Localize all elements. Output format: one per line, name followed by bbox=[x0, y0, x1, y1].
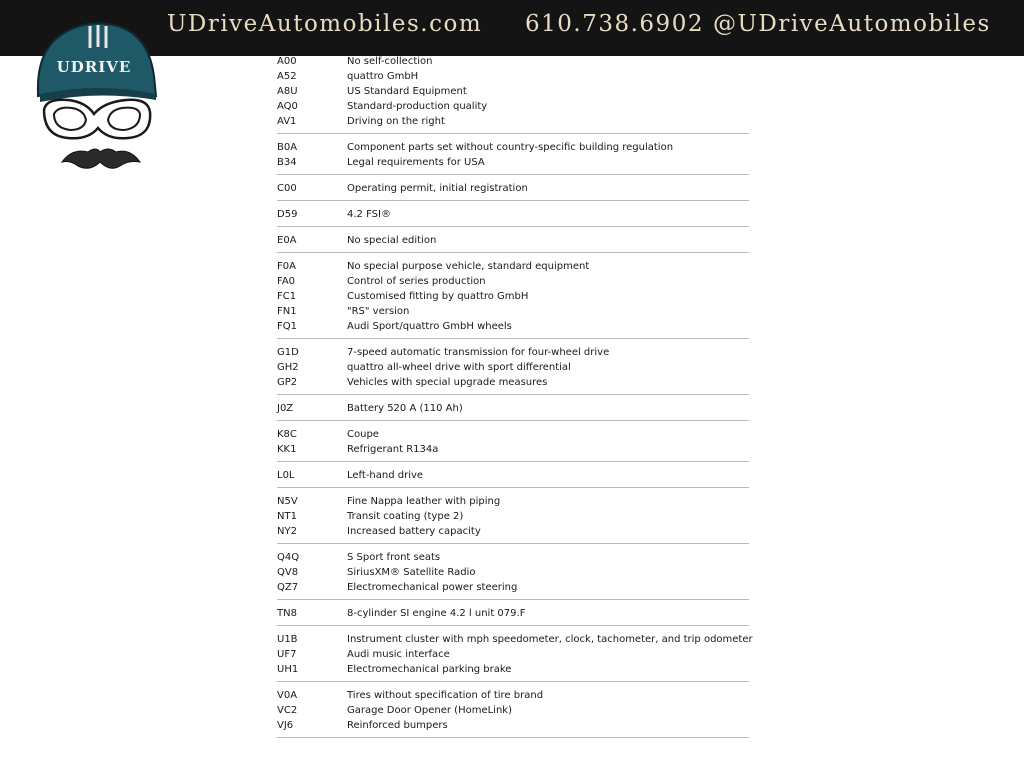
option-code: FQ1 bbox=[277, 321, 297, 332]
option-group bbox=[277, 494, 749, 544]
option-description: Legal requirements for USA bbox=[347, 157, 485, 168]
option-description: Increased battery capacity bbox=[347, 526, 481, 537]
option-code: A00 bbox=[277, 56, 297, 67]
option-row bbox=[277, 524, 749, 539]
option-group bbox=[277, 181, 749, 201]
option-description: quattro GmbH bbox=[347, 71, 419, 82]
option-code: V0A bbox=[277, 690, 298, 701]
option-code: B34 bbox=[277, 157, 297, 168]
option-code: C00 bbox=[277, 183, 297, 194]
option-code: A8U bbox=[277, 86, 298, 97]
option-description: SiriusXM® Satellite Radio bbox=[347, 567, 476, 578]
option-code: AQ0 bbox=[277, 101, 298, 112]
option-description: No special edition bbox=[347, 235, 437, 246]
option-row bbox=[277, 360, 749, 375]
option-group bbox=[277, 688, 749, 738]
option-description: Coupe bbox=[347, 429, 379, 440]
option-code: J0Z bbox=[277, 403, 294, 414]
option-description: Vehicles with special upgrade measures bbox=[347, 377, 548, 388]
option-row bbox=[277, 718, 749, 733]
option-row bbox=[277, 375, 749, 390]
option-description: Customised fitting by quattro GmbH bbox=[347, 291, 529, 302]
option-row bbox=[277, 401, 749, 416]
option-row bbox=[277, 565, 749, 580]
option-group bbox=[277, 550, 749, 600]
option-description: Refrigerant R134a bbox=[347, 444, 439, 455]
udrive-logo bbox=[28, 14, 164, 176]
helmet-goggles-mustache-icon bbox=[38, 23, 156, 168]
option-code: B0A bbox=[277, 142, 298, 153]
option-code: D59 bbox=[277, 209, 298, 220]
option-code: NY2 bbox=[277, 526, 297, 537]
option-code: G1D bbox=[277, 347, 299, 358]
option-group bbox=[277, 427, 749, 462]
option-group bbox=[277, 207, 749, 227]
option-row bbox=[277, 509, 749, 524]
option-description: Battery 520 A (110 Ah) bbox=[347, 403, 463, 414]
option-code: UF7 bbox=[277, 649, 297, 660]
option-group bbox=[277, 54, 749, 134]
option-description: Control of series production bbox=[347, 276, 486, 287]
option-description: Garage Door Opener (HomeLink) bbox=[347, 705, 512, 716]
option-code: AV1 bbox=[277, 116, 297, 127]
option-group bbox=[277, 632, 753, 682]
phone-number: 610.738.6902 bbox=[525, 11, 704, 37]
option-code: Q4Q bbox=[277, 552, 300, 563]
option-row bbox=[277, 304, 749, 319]
option-description: quattro all-wheel drive with sport differential bbox=[347, 362, 571, 373]
option-description: Left-hand drive bbox=[347, 470, 424, 481]
option-group bbox=[277, 606, 749, 626]
option-row bbox=[277, 54, 749, 69]
option-group bbox=[277, 259, 749, 339]
option-row bbox=[277, 233, 749, 248]
option-code: QV8 bbox=[277, 567, 299, 578]
option-description: No special purpose vehicle, standard equipment bbox=[347, 261, 590, 272]
option-row bbox=[277, 688, 749, 703]
option-row bbox=[277, 69, 749, 84]
option-description: Audi Sport/quattro GmbH wheels bbox=[347, 321, 512, 332]
option-row bbox=[277, 140, 749, 155]
option-code: QZ7 bbox=[277, 582, 299, 593]
option-row bbox=[277, 319, 749, 334]
option-description: Tires without specification of tire brand bbox=[347, 690, 544, 701]
option-description: Audi music interface bbox=[347, 649, 450, 660]
option-code: GP2 bbox=[277, 377, 298, 388]
option-row bbox=[277, 345, 749, 360]
option-description: Instrument cluster with mph speedometer, clock, tachometer, and trip odometer bbox=[347, 634, 753, 645]
option-description: 4.2 FSI® bbox=[347, 209, 391, 220]
option-row bbox=[277, 703, 749, 718]
option-code: E0A bbox=[277, 235, 297, 246]
option-row bbox=[277, 114, 749, 129]
option-group bbox=[277, 401, 749, 421]
option-code-list bbox=[277, 54, 753, 744]
option-description: Electromechanical parking brake bbox=[347, 664, 512, 675]
option-description: 8-cylinder SI engine 4.2 l unit 079.F bbox=[347, 608, 526, 619]
option-code: VJ6 bbox=[277, 720, 294, 731]
option-row bbox=[277, 606, 749, 621]
option-description: Standard-production quality bbox=[347, 101, 488, 112]
option-description: Operating permit, initial registration bbox=[347, 183, 528, 194]
option-row bbox=[277, 259, 749, 274]
option-row bbox=[277, 289, 749, 304]
option-code: A52 bbox=[277, 71, 297, 82]
website-text: UDriveAutomobiles.com bbox=[167, 11, 483, 37]
option-row bbox=[277, 427, 749, 442]
option-description: S Sport front seats bbox=[347, 552, 441, 563]
logo-text: UDRIVE bbox=[56, 58, 132, 76]
option-code: UH1 bbox=[277, 664, 299, 675]
option-code: TN8 bbox=[277, 608, 297, 619]
option-row bbox=[277, 99, 749, 114]
option-row bbox=[277, 84, 749, 99]
option-code: VC2 bbox=[277, 705, 298, 716]
option-description: Transit coating (type 2) bbox=[347, 511, 464, 522]
option-row bbox=[277, 494, 749, 509]
option-code: GH2 bbox=[277, 362, 299, 373]
option-group bbox=[277, 233, 749, 253]
option-group bbox=[277, 468, 749, 488]
option-row bbox=[277, 468, 749, 483]
option-row bbox=[277, 550, 749, 565]
option-description: Electromechanical power steering bbox=[347, 582, 518, 593]
option-code: L0L bbox=[277, 470, 295, 481]
option-description: "RS" version bbox=[347, 306, 410, 317]
option-description: Fine Nappa leather with piping bbox=[347, 496, 501, 507]
option-row bbox=[277, 155, 749, 170]
option-code: F0A bbox=[277, 261, 296, 272]
option-code: NT1 bbox=[277, 511, 297, 522]
option-code: U1B bbox=[277, 634, 298, 645]
option-row bbox=[277, 442, 749, 457]
option-description: Reinforced bumpers bbox=[347, 720, 448, 731]
option-row bbox=[277, 632, 753, 647]
option-row bbox=[277, 207, 749, 222]
option-group bbox=[277, 345, 749, 395]
social-handle: @UDriveAutomobiles bbox=[713, 11, 991, 37]
option-code: FA0 bbox=[277, 276, 296, 287]
option-row bbox=[277, 662, 749, 677]
option-code: FN1 bbox=[277, 306, 297, 317]
option-row bbox=[277, 580, 749, 595]
option-code: K8C bbox=[277, 429, 297, 440]
option-description: Driving on the right bbox=[347, 116, 445, 127]
option-code: FC1 bbox=[277, 291, 297, 302]
option-description: US Standard Equipment bbox=[347, 86, 467, 97]
option-row bbox=[277, 181, 749, 196]
option-code: N5V bbox=[277, 496, 298, 507]
option-code: KK1 bbox=[277, 444, 297, 455]
option-description: 7-speed automatic transmission for four-wheel drive bbox=[347, 347, 610, 358]
option-description: Component parts set without country-specific building regulation bbox=[347, 142, 674, 153]
option-group bbox=[277, 140, 749, 175]
option-row bbox=[277, 274, 749, 289]
option-description: No self-collection bbox=[347, 56, 433, 67]
option-row bbox=[277, 647, 749, 662]
